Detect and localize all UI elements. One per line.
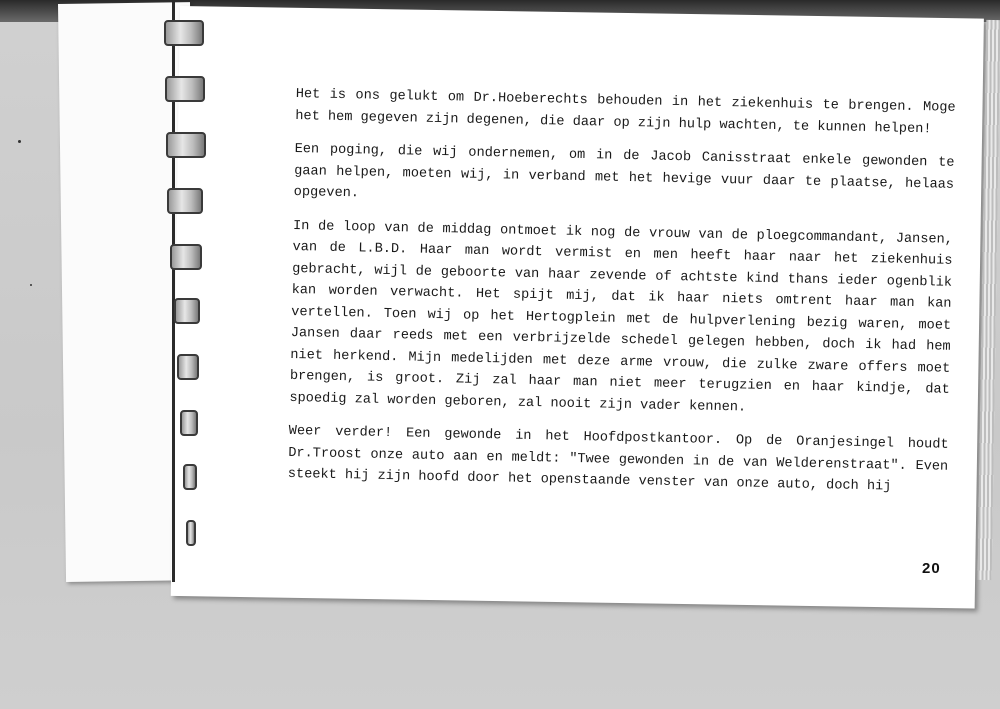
binding-ring xyxy=(165,76,205,102)
scan-speck xyxy=(18,140,21,143)
binding-ring xyxy=(174,298,200,324)
page-number: 20 xyxy=(922,560,941,577)
binding-ring xyxy=(164,20,204,46)
page-text xyxy=(287,84,956,511)
binding-ring xyxy=(180,410,198,436)
binding-ring xyxy=(183,464,197,490)
paragraph: Het is ons gelukt om Dr.Hoeberechts behouden in het ziekenhuis te brengen. Moge het hem gegeven zijn degenen, die daar op zijn hulp wachten, te kunnen helpen! xyxy=(295,86,956,137)
scan-speck xyxy=(30,284,32,286)
binding-ring xyxy=(186,520,196,546)
binding-ring xyxy=(167,188,203,214)
paragraph: Weer verder! Een gewonde in het Hoofdpostkantoor. Op de Oranjesingel houdt Dr.Troost onze auto aan en meldt: "Twee gewonden in de van Welderenstraat". Even steekt hij zijn hoofd door het openstaande venster van onze auto, doch hij xyxy=(287,423,949,495)
binding-ring xyxy=(170,244,202,270)
binding-ring xyxy=(177,354,199,380)
binding-ring xyxy=(166,132,206,158)
paragraph: In de loop van de middag ontmoet ik nog de vrouw van de ploegcommandant, Jansen, van de L.B.D. Haar man wordt vermist en men heeft haar naar het ziekenhuis gebracht, wijl de geboorte van haar zevende of achtste kind thans ieder ogenblik kan worden verwacht. Het spijt mij, dat ik haar niets omtrent haar man kan vertellen. Toen wij op het Hertogplein met de hulpverlening bezig waren, moet Jansen daar reeds met een verbrijzelde schedel gelegen hebben, doch ik had hem niet herkend. Mijn medelijden met deze arme vrouw, die zulke zware offers moet brengen, is groot. Zij zal haar man niet meer terugzien en haar kindje, dat spoedig zal worden geboren, zal nooit zijn vader kennen. xyxy=(289,218,954,415)
paragraph: Een poging, die wij ondernemen, om in de Jacob Canisstraat enkele gewonden te gaan helpen, moeten wij, in verband met het hevige vuur daar te plaatse, helaas opgeven. xyxy=(293,141,955,202)
